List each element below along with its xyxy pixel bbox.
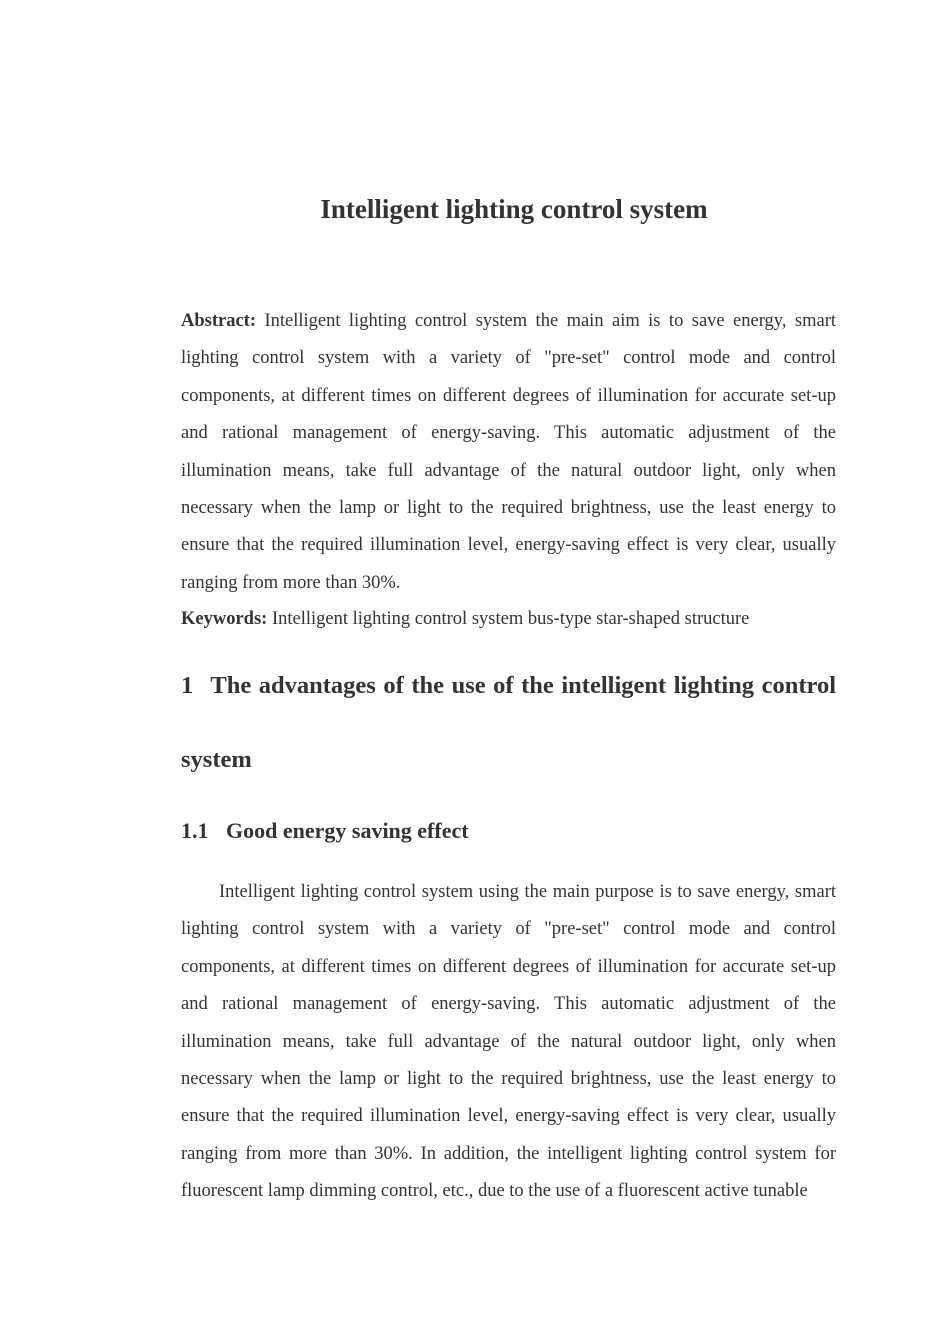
keywords — [181, 603, 836, 635]
section-1-1-paragraph: Intelligent lighting control system using the main purpose is to save energy, smart lighting control system with a variety of "pre-set" control mode and control components, at different times on different degrees of illumination for accurate set-up and rational management of energy-saving. This automatic adjustment of the illumination means, take full advantage of the natural outdoor light, only when necessary when the lamp or light to the required brightness, use the least energy to ensure that the required illumination level, energy-saving effect is very clear, usually ranging from more than 30%. In addition, the intelligent lighting control system for fluorescent lamp dimming control, etc., due to the use of a fluorescent active tunable — [181, 882, 836, 1202]
section-1-1-heading — [181, 814, 836, 848]
section-1-1-title: Good energy saving effect — [226, 818, 469, 843]
section-1-title: The advantages of the use of the intelligent lighting control system — [181, 672, 836, 773]
section-1-1-number: 1.1 — [181, 818, 209, 843]
abstract-label: Abstract: — [181, 311, 257, 331]
abstract-text: Intelligent lighting control system the main aim is to save energy, smart lighting control system with a variety of "pre-set" control mode and control components, at different times on different degrees of illumination for accurate set-up and rational management of energy-saving. This automatic adjustment of the illumination means, take full advantage of the natural outdoor light, only when necessary when the lamp or light to the required brightness, use the least energy to ensure that the required illumination level, energy-saving effect is very clear, usually ranging from more than 30%. — [181, 311, 837, 593]
abstract — [181, 303, 836, 602]
keywords-label: Keywords: — [181, 609, 268, 629]
section-1-number: 1 — [181, 672, 194, 699]
section-1-heading — [181, 649, 836, 797]
document-title: Intelligent lighting control system — [320, 194, 708, 224]
keywords-text: Intelligent lighting control system bus-type star-shaped structure — [271, 609, 750, 629]
